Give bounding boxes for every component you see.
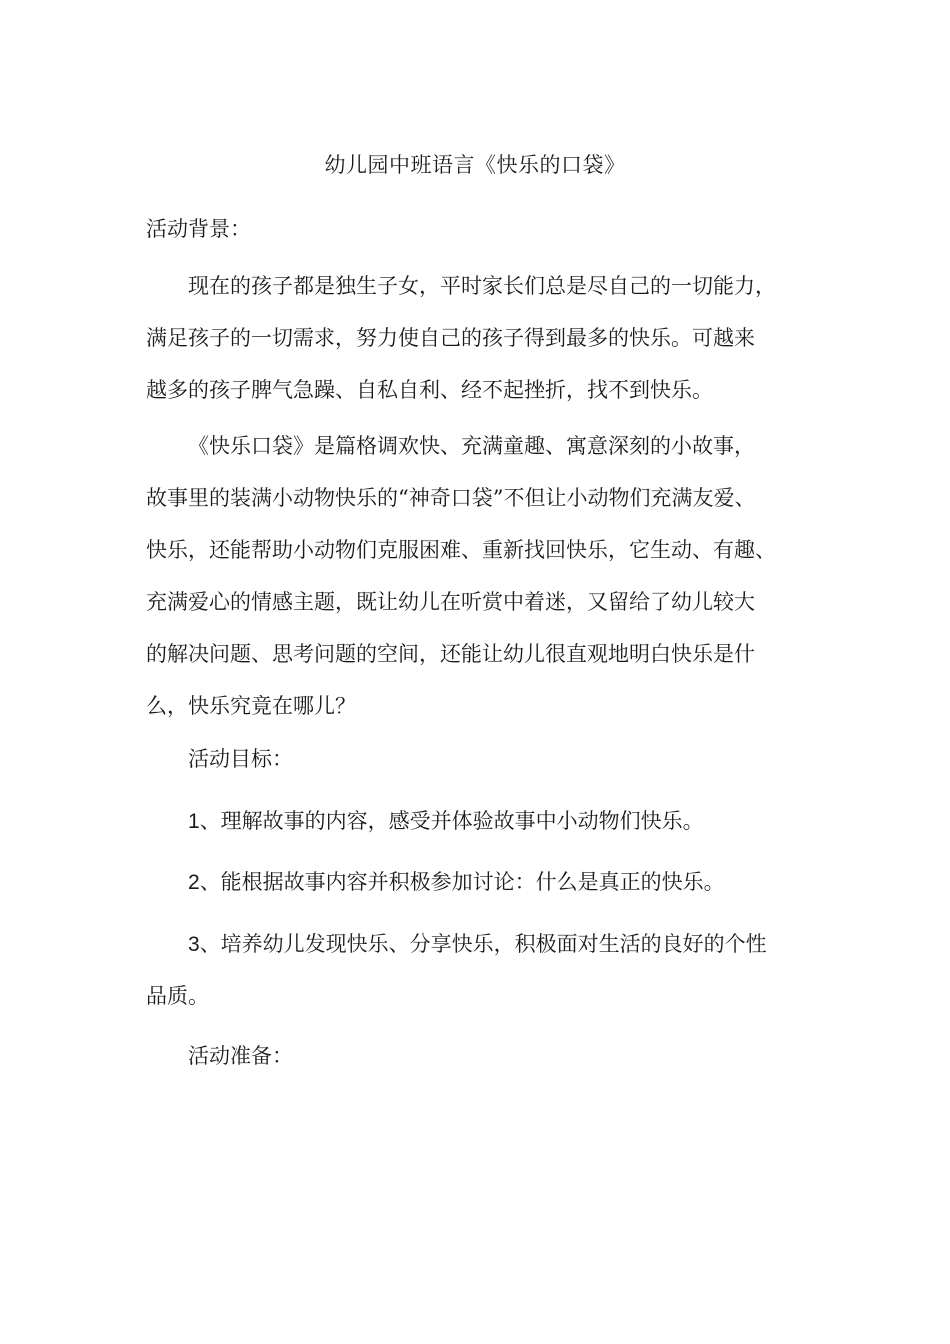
goal-text: 、培养幼儿发现快乐、分享快乐，积极面对生活的良好的个性 [199,932,767,956]
background-paragraph-1 [146,260,814,416]
paragraph-line: 的解决问题、思考问题的空间，还能让幼儿很直观地明白快乐是什 [146,642,755,666]
paragraph-line: 满足孩子的一切需求，努力使自己的孩子得到最多的快乐。可越来 [146,326,755,350]
paragraph-line: 《快乐口袋》是篇格调欢快、充满童趣、寓意深刻的小故事， [188,434,755,458]
paragraph-line: 快乐，还能帮助小动物们克服困难、重新找回快乐，它生动、有趣、 [146,538,776,562]
goal-number: 3 [188,933,200,956]
goal-number: 1 [188,810,200,833]
background-paragraph-2 [146,420,814,732]
prep-heading: 活动准备： [188,1044,293,1068]
goals-heading: 活动目标： [188,747,293,771]
goal-text: 、能根据故事内容并积极参加讨论：什么是真正的快乐。 [199,870,725,894]
paragraph-line: 么，快乐究竟在哪儿？ [146,694,356,718]
goal-item-3 [188,931,767,958]
document-title: 幼儿园中班语言《快乐的口袋》 [324,153,626,177]
paragraph-line: 越多的孩子脾气急躁、自私自利、经不起挫折，找不到快乐。 [146,378,713,402]
goal-item-1 [188,808,704,835]
goal-item-3-continuation: 品质。 [146,984,209,1008]
background-heading: 活动背景： [146,217,251,241]
goal-text: 、理解故事的内容，感受并体验故事中小动物们快乐。 [199,809,704,833]
paragraph-line: 现在的孩子都是独生子女，平时家长们总是尽自己的一切能力， [188,274,776,298]
goal-item-2 [188,869,725,896]
paragraph-line: 充满爱心的情感主题，既让幼儿在听赏中着迷，又留给了幼儿较大 [146,590,755,614]
paragraph-line: 故事里的装满小动物快乐的“神奇口袋”不但让小动物们充满友爱、 [146,486,756,510]
goal-number: 2 [188,871,200,894]
